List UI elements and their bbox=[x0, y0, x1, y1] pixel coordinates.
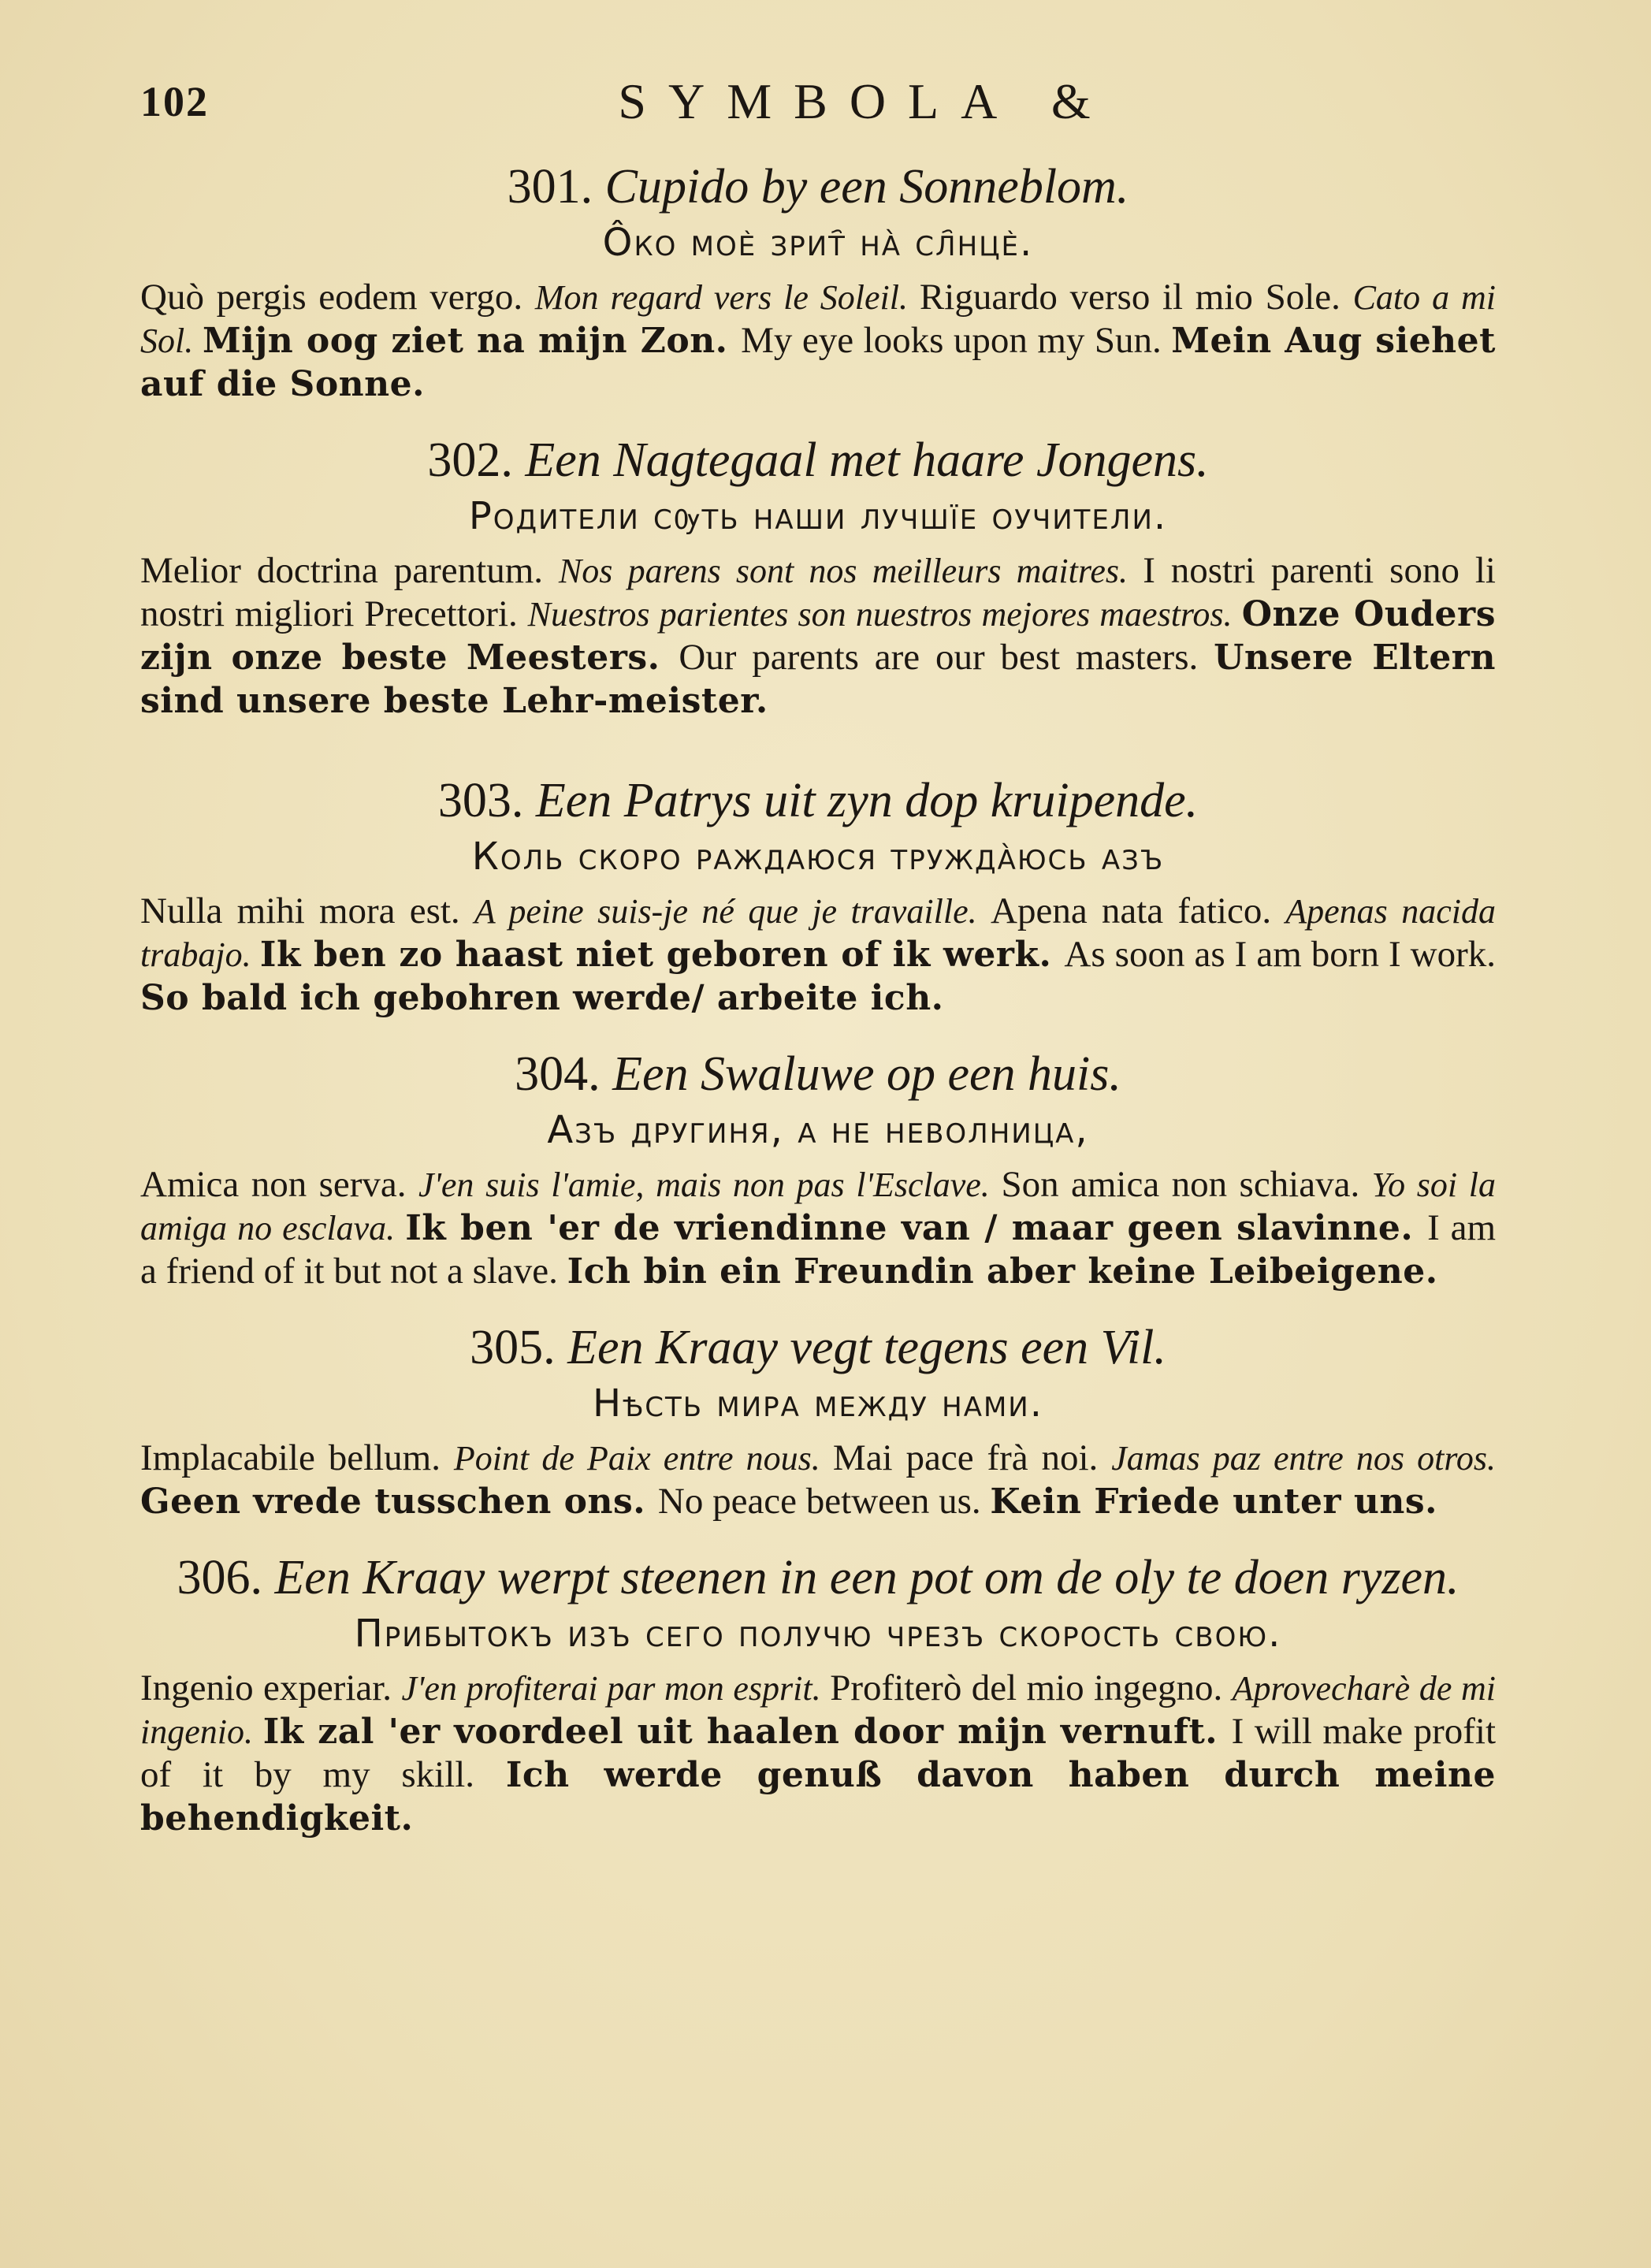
emblem-number: 305. bbox=[470, 1321, 556, 1374]
dutch-motto: Ik ben 'er de vriendinne van / maar geen slavinne. bbox=[405, 1208, 1428, 1248]
emblem-303 bbox=[140, 771, 1496, 1020]
french-motto: A peine suis-je né que je travaille. bbox=[474, 892, 991, 931]
slavonic-motto: Прибытокъ изъ сего получю чрезъ скорость свою. bbox=[354, 1612, 1282, 1656]
emblem-text bbox=[140, 549, 1496, 723]
french-motto: Mon regard vers le Soleil. bbox=[534, 278, 920, 317]
german-motto: Ich werde genuß davon haben durch meine behendigkeit. bbox=[140, 1755, 1496, 1839]
latin-motto: Implacabile bellum. bbox=[140, 1437, 454, 1478]
slavonic-motto: Родители сѹть наши лучшїе оучители. bbox=[468, 494, 1168, 538]
english-motto: My eye looks upon my Sun. bbox=[741, 320, 1172, 361]
emblem-title bbox=[140, 1045, 1496, 1103]
slavonic-motto: Нѣсть мира между нами. bbox=[592, 1381, 1043, 1426]
latin-motto: Nulla mihi mora est. bbox=[140, 890, 474, 931]
english-motto: Our parents are our best masters. bbox=[679, 637, 1214, 678]
english-motto: As soon as I am born I work. bbox=[1064, 934, 1497, 975]
dutch-motto: Mijn oog ziet na mijn Zon. bbox=[202, 321, 742, 361]
french-motto: J'en suis l'amie, mais non pas l'Esclave. bbox=[418, 1166, 1002, 1204]
spanish-motto: Yo soi la amiga no esclava. bbox=[140, 1166, 1496, 1247]
emblem-title-text: Een Kraay vegt tegens een Vil. bbox=[567, 1321, 1166, 1374]
italian-motto: Apena nata fatico. bbox=[991, 890, 1286, 931]
english-motto: I am a friend of it but not a slave. bbox=[140, 1207, 1496, 1292]
emblem-301 bbox=[140, 158, 1496, 406]
german-motto: Ich bin ein Freundin aber keine Leibeigene. bbox=[567, 1251, 1438, 1292]
emblem-title bbox=[140, 1549, 1496, 1607]
emblem-text bbox=[140, 1437, 1496, 1523]
latin-motto: Amica non serva. bbox=[140, 1164, 418, 1205]
latin-motto: Ingenio experiar. bbox=[140, 1668, 402, 1708]
italian-motto: Profiterò del mio ingegno. bbox=[830, 1668, 1233, 1708]
italian-motto: Riguardo verso il mio Sole. bbox=[919, 277, 1353, 318]
german-motto: Mein Aug siehet auf die Sonne. bbox=[140, 321, 1496, 404]
latin-motto: Melior doctrina parentum. bbox=[140, 550, 559, 591]
emblem-title-text: Een Nagtegaal met haare Jongens. bbox=[525, 433, 1209, 487]
spanish-motto: Nuestros parientes son nuestros mejores maestros. bbox=[527, 595, 1242, 634]
emblem-306 bbox=[140, 1549, 1496, 1840]
emblem-number: 304. bbox=[515, 1047, 601, 1101]
emblem-number: 302. bbox=[427, 433, 513, 487]
dutch-motto: Onze Ouders zijn onze beste Meesters. bbox=[140, 594, 1496, 678]
french-motto: Point de Paix entre nous. bbox=[453, 1439, 833, 1478]
emblem-number: 306. bbox=[177, 1551, 262, 1604]
emblem-text bbox=[140, 1163, 1496, 1293]
latin-motto: Quò pergis eodem vergo. bbox=[140, 277, 535, 318]
emblem-title-text: Een Patrys uit zyn dop kruipende. bbox=[535, 774, 1199, 827]
emblem-title-text: Cupido by een Sonneblom. bbox=[604, 160, 1129, 214]
english-motto: No peace between us. bbox=[657, 1481, 991, 1522]
emblem-304 bbox=[140, 1045, 1496, 1293]
slavonic-motto: Ôко моѐ зрит҄ на̀ сл҄нцѐ. bbox=[602, 221, 1034, 265]
emblem-title bbox=[140, 771, 1496, 830]
running-title: SYMBOLA & bbox=[618, 73, 1113, 129]
german-motto: Kein Friede unter uns. bbox=[990, 1482, 1438, 1522]
german-motto: Unsere Eltern sind unsere beste Lehr-meister. bbox=[140, 638, 1496, 721]
spanish-motto: Aprovecharè de mi ingenio. bbox=[140, 1669, 1497, 1751]
emblem-title bbox=[140, 158, 1496, 216]
dutch-motto: Ik zal 'er voordeel uit haalen door mijn vernuft. bbox=[262, 1712, 1232, 1752]
spanish-motto: Apenas nacida trabajo. bbox=[140, 892, 1496, 974]
french-motto: J'en profiterai par mon esprit. bbox=[401, 1669, 831, 1708]
emblem-number: 301. bbox=[507, 160, 593, 214]
page-content bbox=[140, 158, 1496, 1843]
slavonic-motto: Азъ другиня, а не неволница, bbox=[547, 1108, 1089, 1152]
page-number: 102 bbox=[140, 78, 209, 125]
emblem-number: 303. bbox=[437, 774, 524, 827]
running-header bbox=[140, 73, 1496, 136]
emblem-302 bbox=[140, 431, 1496, 723]
emblem-text bbox=[140, 276, 1496, 406]
spanish-motto: Cato a mi Sol. bbox=[140, 278, 1497, 360]
italian-motto: Son amica non schiava. bbox=[1001, 1164, 1372, 1205]
slavonic-motto: Коль скоро раждаюся тружда̀юсь азъ bbox=[471, 835, 1165, 879]
dutch-motto: Geen vrede tusschen ons. bbox=[140, 1482, 658, 1522]
emblem-title-text: Een Swaluwe op een huis. bbox=[612, 1047, 1121, 1101]
english-motto: I will make profit of it by my skill. bbox=[140, 1711, 1497, 1795]
emblem-title-text: Een Kraay werpt steenen in een pot om de oly te doen ryzen. bbox=[274, 1551, 1459, 1604]
emblem-305 bbox=[140, 1318, 1496, 1523]
dutch-motto: Ik ben zo haast niet geboren of ik werk. bbox=[259, 935, 1065, 975]
spanish-motto: Jamas paz entre nos otros. bbox=[1111, 1439, 1496, 1478]
french-motto: Nos parens sont nos meilleurs maitres. bbox=[558, 552, 1143, 590]
italian-motto: I nostri parenti sono li nostri migliori Precettori. bbox=[140, 550, 1496, 634]
italian-motto: Mai pace frà noi. bbox=[832, 1437, 1112, 1478]
emblem-text bbox=[140, 890, 1496, 1020]
emblem-title bbox=[140, 431, 1496, 489]
german-motto: So bald ich gebohren werde/ arbeite ich. bbox=[140, 978, 944, 1018]
emblem-title bbox=[140, 1318, 1496, 1377]
emblem-text bbox=[140, 1667, 1496, 1840]
